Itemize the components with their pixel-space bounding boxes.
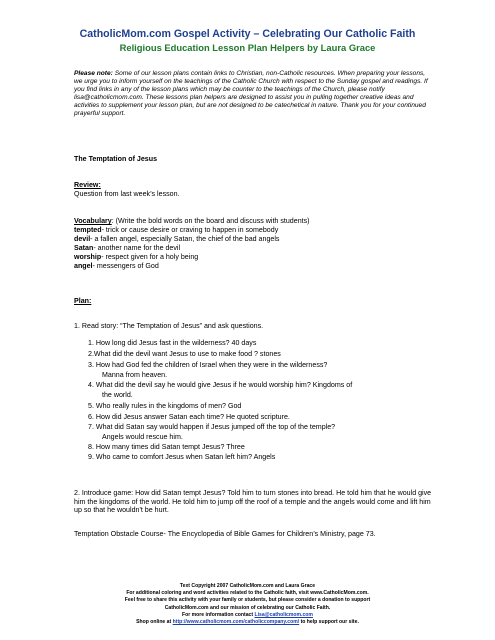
question-item: 9. Who came to comfort Jesus when Satan left him? Angels	[88, 453, 276, 461]
vocab-word: devil	[74, 235, 91, 243]
vocab-word: Satan	[74, 244, 94, 252]
footer-line: CatholicMom.com and our mission of celebrating our Catholic Faith.	[164, 604, 331, 611]
vocabulary-heading: Vocabulary	[74, 217, 112, 225]
vocab-term	[74, 244, 180, 252]
question-item: 7. What did Satan say would happen if Jesus jumped off the top of the temple?	[88, 423, 336, 431]
review-heading: Review:	[74, 181, 101, 189]
footer-contact-text: For more information contact	[182, 611, 255, 618]
note-body: Some of our lesson plans contain links to Christian, non-Catholic resources. When preparing your lessons, we urge you to inform yourself on the teachings of the Catholic Church with respect to the Sunday gospel and readings. If you find links in any of the lesson plans which may be counter to the teachings of the Church, please notify lisa@catholicmom.com. These lessons plan helpers are designed to assist you in pulling together creative ideas and activities to supplement your lesson plan, but are not designed to be catechetical in nature. Thank you for your continued prayerful support.	[74, 70, 428, 118]
vocab-definition: - messengers of God	[92, 262, 159, 270]
question-item: 3. How had God fed the children of Israel when they were in the wilderness?	[88, 361, 328, 369]
vocab-definition: - a fallen angel, especially Satan, the chief of the bad angels	[90, 235, 280, 243]
question-item: 5. Who really rules in the kingdoms of men? God	[88, 402, 242, 410]
note-label: Please note:	[74, 70, 113, 77]
vocab-term	[74, 262, 159, 270]
lesson-title: The Temptation of Jesus	[74, 155, 158, 163]
footer-copyright: Text Copyright 2007 CatholicMom.com and Laura Grace	[179, 583, 316, 589]
question-answer-continued: Angels would rescue him.	[102, 433, 183, 441]
vocab-definition: - respect given for a holy being	[101, 253, 199, 261]
vocab-word: angel	[74, 262, 93, 270]
shop-link[interactable]: http://www.catholicmom.com/catholiccompany.com/	[172, 619, 300, 626]
question-item: 1. How long did Jesus fast in the wilderness? 40 days	[88, 339, 257, 347]
question-item: 8. How many times did Satan tempt Jesus? Three	[88, 443, 245, 451]
plan-heading: Plan:	[74, 297, 92, 305]
footer-contact	[40, 612, 455, 619]
vocabulary-line	[74, 217, 310, 225]
vocab-definition: - another name for the devil	[93, 244, 181, 252]
plan-step-1: 1. Read story: “The Temptation of Jesus” and ask questions.	[74, 322, 264, 330]
vocab-word: worship	[74, 253, 102, 261]
footer-shop-suffix: to help support our site.	[299, 619, 359, 626]
disclaimer-note	[74, 70, 429, 118]
vocab-term	[74, 253, 198, 261]
vocab-definition: - trick or cause desire or craving to happen in somebody	[101, 226, 279, 234]
document-title: CatholicMom.com Gospel Activity – Celebrating Our Catholic Faith	[79, 28, 416, 40]
question-item: 4. What did the devil say he would give Jesus if he would worship him? Kingdoms of	[88, 381, 353, 389]
contact-email-link[interactable]: Lisa@catholicmom.com	[254, 611, 313, 618]
question-answer-continued: Manna from heaven.	[102, 371, 168, 379]
footer-shop	[40, 619, 455, 626]
vocab-term	[74, 226, 278, 234]
question-item: 2.What did the devil want Jesus to use to make food ? stones	[88, 350, 281, 358]
resource-reference: Temptation Obstacle Course- The Encyclopedia of Bible Games for Children’s Ministry, page 73.	[74, 530, 376, 538]
footer-shop-text: Shop online at	[136, 619, 173, 626]
footer-line: Feel free to share this activity with your family or students, but please consider a donation to support	[124, 597, 371, 604]
question-answer-continued: the world.	[102, 391, 133, 399]
vocabulary-instruction: : (Write the bold words on the board and discuss with students)	[111, 217, 310, 225]
vocab-term	[74, 235, 279, 243]
footer	[40, 583, 455, 626]
plan-step-2: 2. Introduce game: How did Satan tempt Jesus? Told him to turn stones into bread. He told him that he would give him the kingdoms of the world. He told him to jump off the roof of a temple and the angels would come and lift him up so that he wouldn't be hurt.	[74, 489, 432, 515]
review-text: Question from last week’s lesson.	[74, 190, 180, 198]
vocab-word: tempted	[74, 226, 102, 234]
document-subtitle: Religious Education Lesson Plan Helpers by Laura Grace	[119, 42, 376, 53]
question-item: 6. How did Jesus answer Satan each time? He quoted scripture.	[88, 413, 290, 421]
footer-line: For additional coloring and word activities related to the Catholic faith, visit www.CatholicMom.com.	[126, 590, 369, 597]
